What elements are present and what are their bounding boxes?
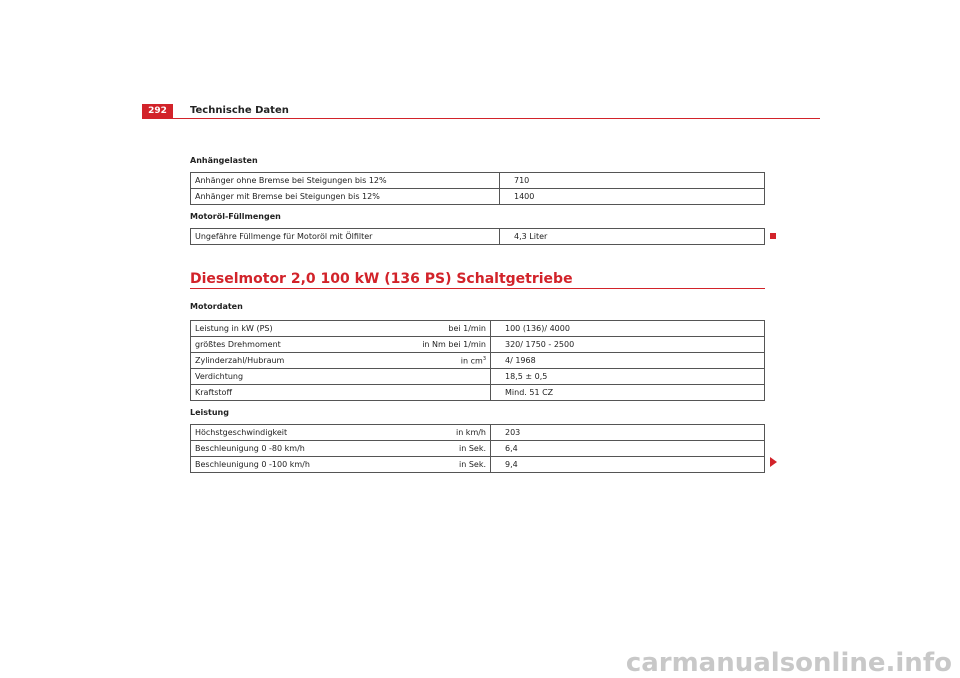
unit-superscript: 3 [482, 355, 486, 362]
row-unit: bei 1/min [371, 321, 491, 337]
continue-arrow-icon [770, 457, 777, 467]
row-label: Zylinderzahl/Hubraum [191, 353, 371, 369]
table-row [191, 337, 765, 353]
row-value: 203 [491, 425, 765, 441]
motordaten-table [190, 320, 765, 401]
row-unit: in Sek. [371, 457, 491, 473]
table-row [191, 425, 765, 441]
row-label: Ungefähre Füllmenge für Motoröl mit Ölfilter [191, 229, 500, 245]
watermark: carmanualsonline.info [625, 648, 952, 678]
row-label: größtes Drehmoment [191, 337, 371, 353]
section-end-marker [770, 233, 776, 239]
row-value: 4/ 1968 [491, 353, 765, 369]
table-row [191, 369, 765, 385]
row-value: 9,4 [491, 457, 765, 473]
row-value: 4,3 Liter [500, 229, 765, 245]
row-label: Anhänger ohne Bremse bei Steigungen bis 12% [191, 173, 500, 189]
row-value: 18,5 ± 0,5 [491, 369, 765, 385]
leistung-table [190, 424, 765, 473]
table-row [191, 457, 765, 473]
leistung-heading: Leistung [190, 408, 229, 417]
row-label: Beschleunigung 0 -100 km/h [191, 457, 371, 473]
section-title-divider [190, 288, 765, 289]
table-row [191, 173, 765, 189]
motoroel-table [190, 228, 765, 245]
row-value: 100 (136)/ 4000 [491, 321, 765, 337]
table-row [191, 321, 765, 337]
page-header-title: Technische Daten [190, 105, 289, 116]
header-divider [142, 118, 820, 119]
row-unit [371, 353, 491, 369]
row-label: Kraftstoff [191, 385, 371, 401]
row-unit: in Nm bei 1/min [371, 337, 491, 353]
page-number: 292 [142, 104, 173, 118]
section-title: Dieselmotor 2,0 100 kW (136 PS) Schaltgetriebe [190, 271, 573, 287]
row-unit: in Sek. [371, 441, 491, 457]
row-label: Beschleunigung 0 -80 km/h [191, 441, 371, 457]
unit-text: in cm [460, 356, 483, 366]
table-row [191, 229, 765, 245]
row-label: Anhänger mit Bremse bei Steigungen bis 12% [191, 189, 500, 205]
table-row [191, 189, 765, 205]
row-value: 320/ 1750 - 2500 [491, 337, 765, 353]
row-label: Leistung in kW (PS) [191, 321, 371, 337]
row-unit [371, 385, 491, 401]
row-value: 6,4 [491, 441, 765, 457]
row-value: 1400 [500, 189, 765, 205]
table-row [191, 441, 765, 457]
row-label: Verdichtung [191, 369, 371, 385]
table-row [191, 353, 765, 369]
motordaten-heading: Motordaten [190, 302, 243, 311]
row-value: Mind. 51 CZ [491, 385, 765, 401]
row-unit [371, 369, 491, 385]
row-unit: in km/h [371, 425, 491, 441]
motoroel-heading: Motoröl-Füllmengen [190, 212, 281, 221]
anhaengelasten-heading: Anhängelasten [190, 156, 258, 165]
anhaengelasten-table [190, 172, 765, 205]
table-row [191, 385, 765, 401]
row-value: 710 [500, 173, 765, 189]
row-label: Höchstgeschwindigkeit [191, 425, 371, 441]
